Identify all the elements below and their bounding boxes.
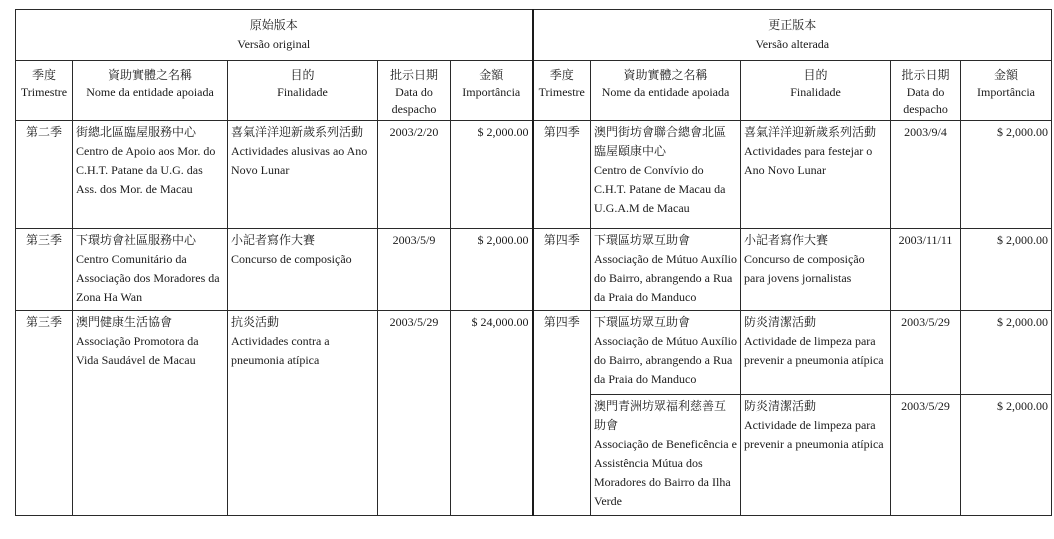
altered-purpose: 防炎清潔活動 Actividade de limpeza para prevenir a pneumonia atípica — [741, 395, 891, 516]
original-entity: 街總北區臨屋服務中心 Centro de Apoio aos Mor. do C.H.T. Patane da U.G. das Ass. dos Mor. de Macau — [73, 121, 228, 229]
altered-purpose: 小記者寫作大賽 Concurso de composição para jovens jornalistas — [741, 229, 891, 311]
column-header-date: 批示日期 Data do despacho — [891, 61, 961, 121]
original-amount: $ 24,000.00 — [451, 311, 533, 516]
original-quarter: 第三季 — [16, 229, 73, 311]
column-header-quarter: 季度 Trimestre — [533, 61, 591, 121]
original-quarter: 第二季 — [16, 121, 73, 229]
altered-entity: 澳門青洲坊眾福利慈善互助會 Associação de Beneficência e Assistência Mútua dos Moradores do Bairro da Ilha Verde — [591, 395, 741, 516]
altered-purpose: 喜氣洋洋迎新歲系列活動 Actividades para festejar o Ano Novo Lunar — [741, 121, 891, 229]
original-purpose: 小記者寫作大賽 Concurso de composição — [228, 229, 378, 311]
altered-date: 2003/9/4 — [891, 121, 961, 229]
table-row — [16, 311, 1052, 395]
table-row — [16, 121, 1052, 229]
column-header-amount: 金額 Importância — [961, 61, 1052, 121]
altered-entity: 下環區坊眾互助會 Associação de Mútuo Auxílio do Bairro, abrangendo a Rua da Praia do Manduco — [591, 311, 741, 395]
original-date: 2003/5/29 — [378, 311, 451, 516]
table-row — [16, 229, 1052, 311]
column-header-entity: 資助實體之名稱 Nome da entidade apoiada — [591, 61, 741, 121]
original-amount: $ 2,000.00 — [451, 121, 533, 229]
altered-amount: $ 2,000.00 — [961, 229, 1052, 311]
altered-quarter: 第四季 — [533, 121, 591, 229]
column-header-entity: 資助實體之名稱 Nome da entidade apoiada — [73, 61, 228, 121]
original-amount: $ 2,000.00 — [451, 229, 533, 311]
original-date: 2003/2/20 — [378, 121, 451, 229]
altered-version-header: 更正版本 Versão alterada — [533, 10, 1052, 61]
altered-entity: 下環區坊眾互助會 Associação de Mútuo Auxílio do Bairro, abrangendo a Rua da Praia do Manduco — [591, 229, 741, 311]
column-header-quarter: 季度 Trimestre — [16, 61, 73, 121]
original-entity: 澳門健康生活協會 Associação Promotora da Vida Saudável de Macau — [73, 311, 228, 516]
column-header-date: 批示日期 Data do despacho — [378, 61, 451, 121]
original-version-header: 原始版本 Versão original — [16, 10, 533, 61]
original-purpose: 喜氣洋洋迎新歲系列活動 Actividades alusivas ao Ano Novo Lunar — [228, 121, 378, 229]
altered-date: 2003/11/11 — [891, 229, 961, 311]
column-header-amount: 金額 Importância — [451, 61, 533, 121]
altered-date: 2003/5/29 — [891, 311, 961, 395]
column-header-purpose: 目的 Finalidade — [741, 61, 891, 121]
altered-date: 2003/5/29 — [891, 395, 961, 516]
altered-amount: $ 2,000.00 — [961, 311, 1052, 395]
grant-correction-table — [15, 9, 1052, 516]
original-date: 2003/5/9 — [378, 229, 451, 311]
altered-purpose: 防炎清潔活動 Actividade de limpeza para prevenir a pneumonia atípica — [741, 311, 891, 395]
altered-amount: $ 2,000.00 — [961, 395, 1052, 516]
altered-amount: $ 2,000.00 — [961, 121, 1052, 229]
altered-quarter: 第四季 — [533, 229, 591, 311]
altered-entity: 澳門街坊會聯合總會北區臨屋頤康中心 Centro de Convívio do C.H.T. Patane de Macau da U.G.A.M de Macau — [591, 121, 741, 229]
original-quarter: 第三季 — [16, 311, 73, 516]
original-purpose: 抗炎活動 Actividades contra a pneumonia atípica — [228, 311, 378, 516]
altered-quarter: 第四季 — [533, 311, 591, 516]
column-header-purpose: 目的 Finalidade — [228, 61, 378, 121]
original-entity: 下環坊會社區服務中心 Centro Comunitário da Associação dos Moradores da Zona Ha Wan — [73, 229, 228, 311]
